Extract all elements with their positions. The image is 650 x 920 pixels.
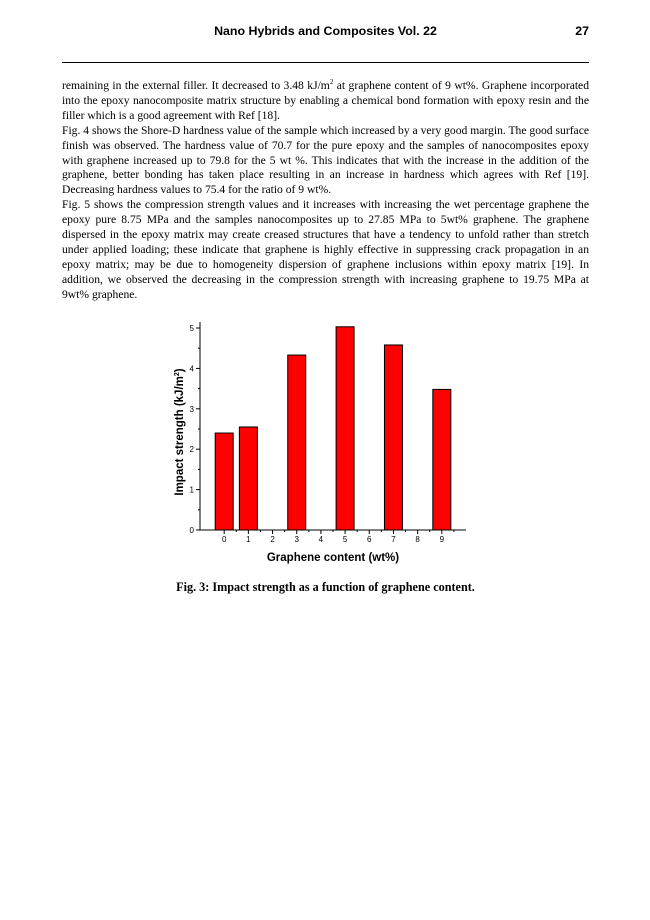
paragraph-2: Fig. 4 shows the Shore-D hardness value of the sample which increased by a very good margin. The good surface finish was observed. The hardness value of 70.7 for the pure epoxy and the samples of nanocomposites epoxy with graphene increased up to 79.8 for the 5 wt %. This indicates that with the increase in the addition of the graphene, better bonding has taken place resulting in an increase in hardness which agrees with Ref [19]. Decreasing hardness values to 75.4 for the ratio of 9 wt%.	[62, 123, 589, 197]
y-tick-label: 4	[189, 364, 194, 374]
page-number: 27	[575, 24, 589, 38]
x-tick-label: 6	[367, 535, 372, 544]
bar-0wt	[215, 433, 233, 530]
x-tick-label: 2	[270, 535, 275, 544]
y-axis-label-superscript: 2	[174, 372, 181, 377]
y-axis-label	[174, 368, 186, 495]
x-tick-label: 1	[246, 535, 251, 544]
paragraph-1	[62, 79, 589, 124]
figure-3	[160, 316, 480, 576]
paragraph-1-end: at graphene content of 9 wt%. Graphene incorporated into the epoxy nanocomposite matrix structure by enabling a chemical bond formation with epoxy resin and the filler which is a good agreement with Ref [18].	[62, 79, 590, 122]
y-tick-label: 1	[189, 485, 194, 495]
x-tick-label: 0	[221, 535, 227, 544]
x-tick-label: 5	[342, 535, 348, 544]
y-tick-label: 3	[189, 404, 194, 414]
y-axis-label-text: Impact strength (kJ/m	[174, 376, 186, 496]
header-rule	[62, 62, 589, 63]
body-text	[62, 79, 589, 303]
y-tick-label: 5	[189, 324, 194, 333]
y-axis-label-close: )	[174, 368, 186, 373]
figure-caption: Fig. 3: Impact strength as a function of graphene content.	[176, 580, 475, 594]
journal-title: Nano Hybrids and Composites Vol. 22	[214, 24, 437, 38]
paragraph-1-start: remaining in the external filler. It decreased to 3.48 kJ/m	[62, 79, 330, 92]
y-tick-label: 2	[189, 445, 194, 455]
paragraph-1-superscript: 2	[329, 78, 334, 86]
bar-3wt	[288, 355, 306, 530]
x-tick-label: 4	[318, 535, 324, 544]
bar-5wt	[336, 327, 354, 530]
bar-7wt	[384, 345, 402, 530]
impact-strength-chart	[160, 316, 480, 576]
paragraph-3: Fig. 5 shows the compression strength values and it increases with increasing the wet percentage graphene the epoxy pure 8.75 MPa and the samples nanocomposites up to 27.85 MPa to 5wt% graphene. The graphene dispersed in the epoxy matrix may create creased structures that have a tendency to unfold rather than stretch under applied loading; these indicate that graphene is highly effective in suppressing crack propagation in an epoxy matrix; may be due to homogeneity dispersion of graphene inclusions within epoxy matrix [19]. In addition, we observed the decreasing in the compression strength with increasing graphene to 19.75 MPa at 9wt% graphene.	[62, 198, 589, 301]
x-tick-label: 8	[415, 535, 420, 544]
y-tick-label: 0	[189, 526, 194, 535]
bar-group	[215, 327, 451, 530]
x-tick-label: 3	[294, 535, 299, 544]
bar-9wt	[433, 389, 451, 530]
x-tick-label: 9	[439, 535, 445, 544]
bar-1wt	[239, 427, 257, 530]
x-tick-label: 7	[391, 535, 396, 544]
running-header	[62, 24, 589, 44]
x-axis-label: Graphene content (wt%)	[266, 552, 400, 564]
